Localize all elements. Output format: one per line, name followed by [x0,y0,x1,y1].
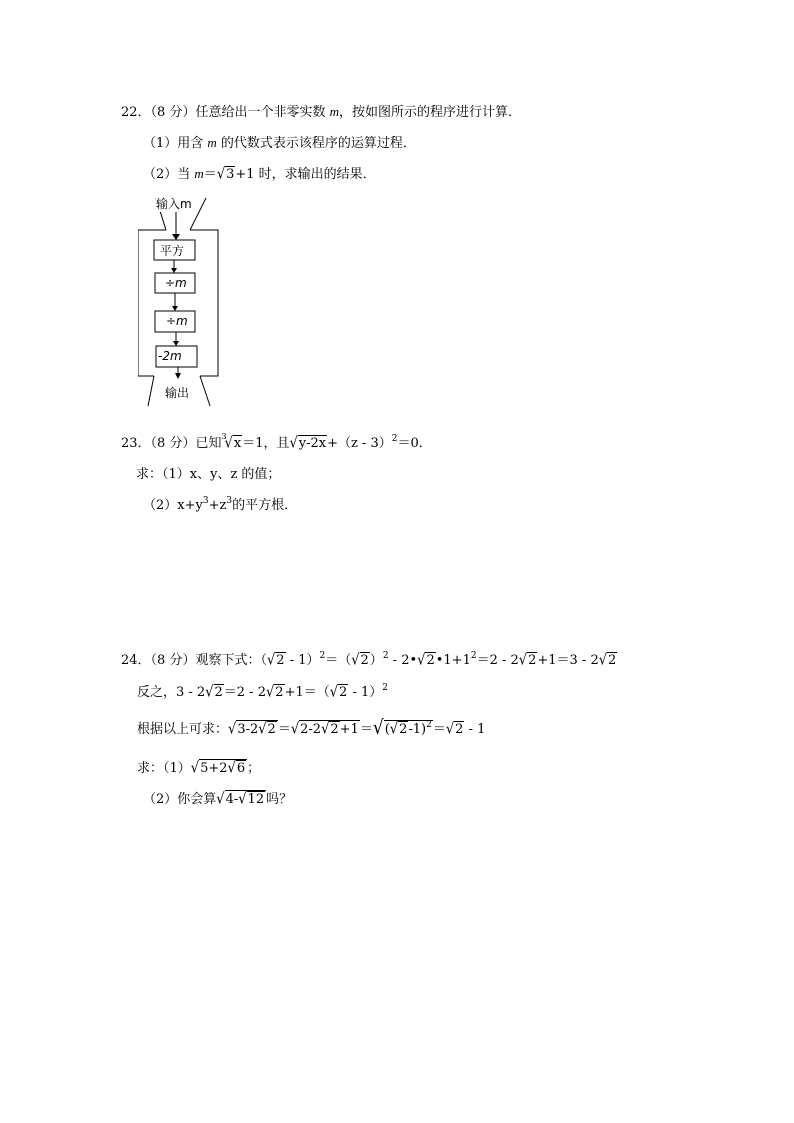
cube-root-x: $^3$√x [221,432,242,453]
sqrt-2: √2 [351,651,369,670]
sqrt-2: √2 [598,651,617,670]
sqrt-y-minus-2x: √y-2x [289,434,327,453]
sqrt-2: √2 [258,720,276,739]
sqrt-2: √2 [321,720,339,739]
flow-output-label: 输出 [165,386,190,400]
sqrt-3: √3 [216,165,235,184]
flow-step-divide-1: ÷m [165,276,187,290]
sqrt-2: √2 [205,683,223,702]
q24-line2: 反之，3 - 2√2＝2 - 2√2+1＝（√2 - 1）$^2$ [137,683,388,702]
sqrt-2: √2 [265,683,284,702]
q23-part1: 求：（1）x、y、z 的值； [136,467,281,482]
q23-stem: 23．（8 分）已知$^3$√x＝1，且√y-2x+（z - 3）$^2$＝0． [121,428,432,453]
sqrt-2: √2 [417,651,435,670]
sqrt-12: √12 [238,790,265,809]
q24-line4: 求：（1）√5+2√6 ； [137,759,261,778]
sqrt-5-plus-2sqrt6: √5+2√6 [190,759,246,778]
flowchart [138,196,222,412]
sqrt-squared-expression: $√(√2-1)^2$ [372,716,432,740]
sqrt-6: √6 [227,759,246,778]
sqrt-2: √2 [518,651,537,670]
q22-stem: 22．（8 分）任意给出一个非零实数 m，按如图所示的程序进行计算． [121,104,521,120]
q24-line1: 24．（8 分）观察下式：$(√2 - 1)^2=(√2)^2$ - $2•√2•1+1^2=2 - 2√2+1=3 - 2√2$ [121,651,617,670]
q24-line3: 根据以上可求：$√3-2√2 =√2-2√2+1=√(√2-1)^2=√2 - 1$ [137,716,485,742]
flow-step-divide-2: ÷m [166,314,188,328]
sqrt-3-minus-2sqrt2: √3-2√2 [228,720,276,739]
q24-line5: （2）你会算√4-√12 吗？ [143,790,293,809]
sqrt-2: √2 [266,651,285,670]
flow-step-minus-2m: -2m [158,349,182,363]
sqrt-4-minus-sqrt12: √4-√12 [216,790,265,809]
flow-input-label: 输入m [156,197,192,211]
q22-part2: （2）当 m＝√3+1 时，求输出的结果． [143,165,376,184]
sqrt-2: √2 [445,720,464,739]
sqrt-2: √2 [389,720,408,739]
q23-part2: $(2)x+y^3+z^3$的平方根． [143,496,298,513]
sqrt-2: √2 [329,683,348,702]
q22-part1: （1）用含 m 的代数式表示该程序的运算过程． [143,135,416,151]
flowchart-frame [138,196,222,408]
sqrt-2-minus-2sqrt2-plus-1: √2-2√2+1 [290,720,359,739]
flow-step-square: 平方 [160,244,185,258]
